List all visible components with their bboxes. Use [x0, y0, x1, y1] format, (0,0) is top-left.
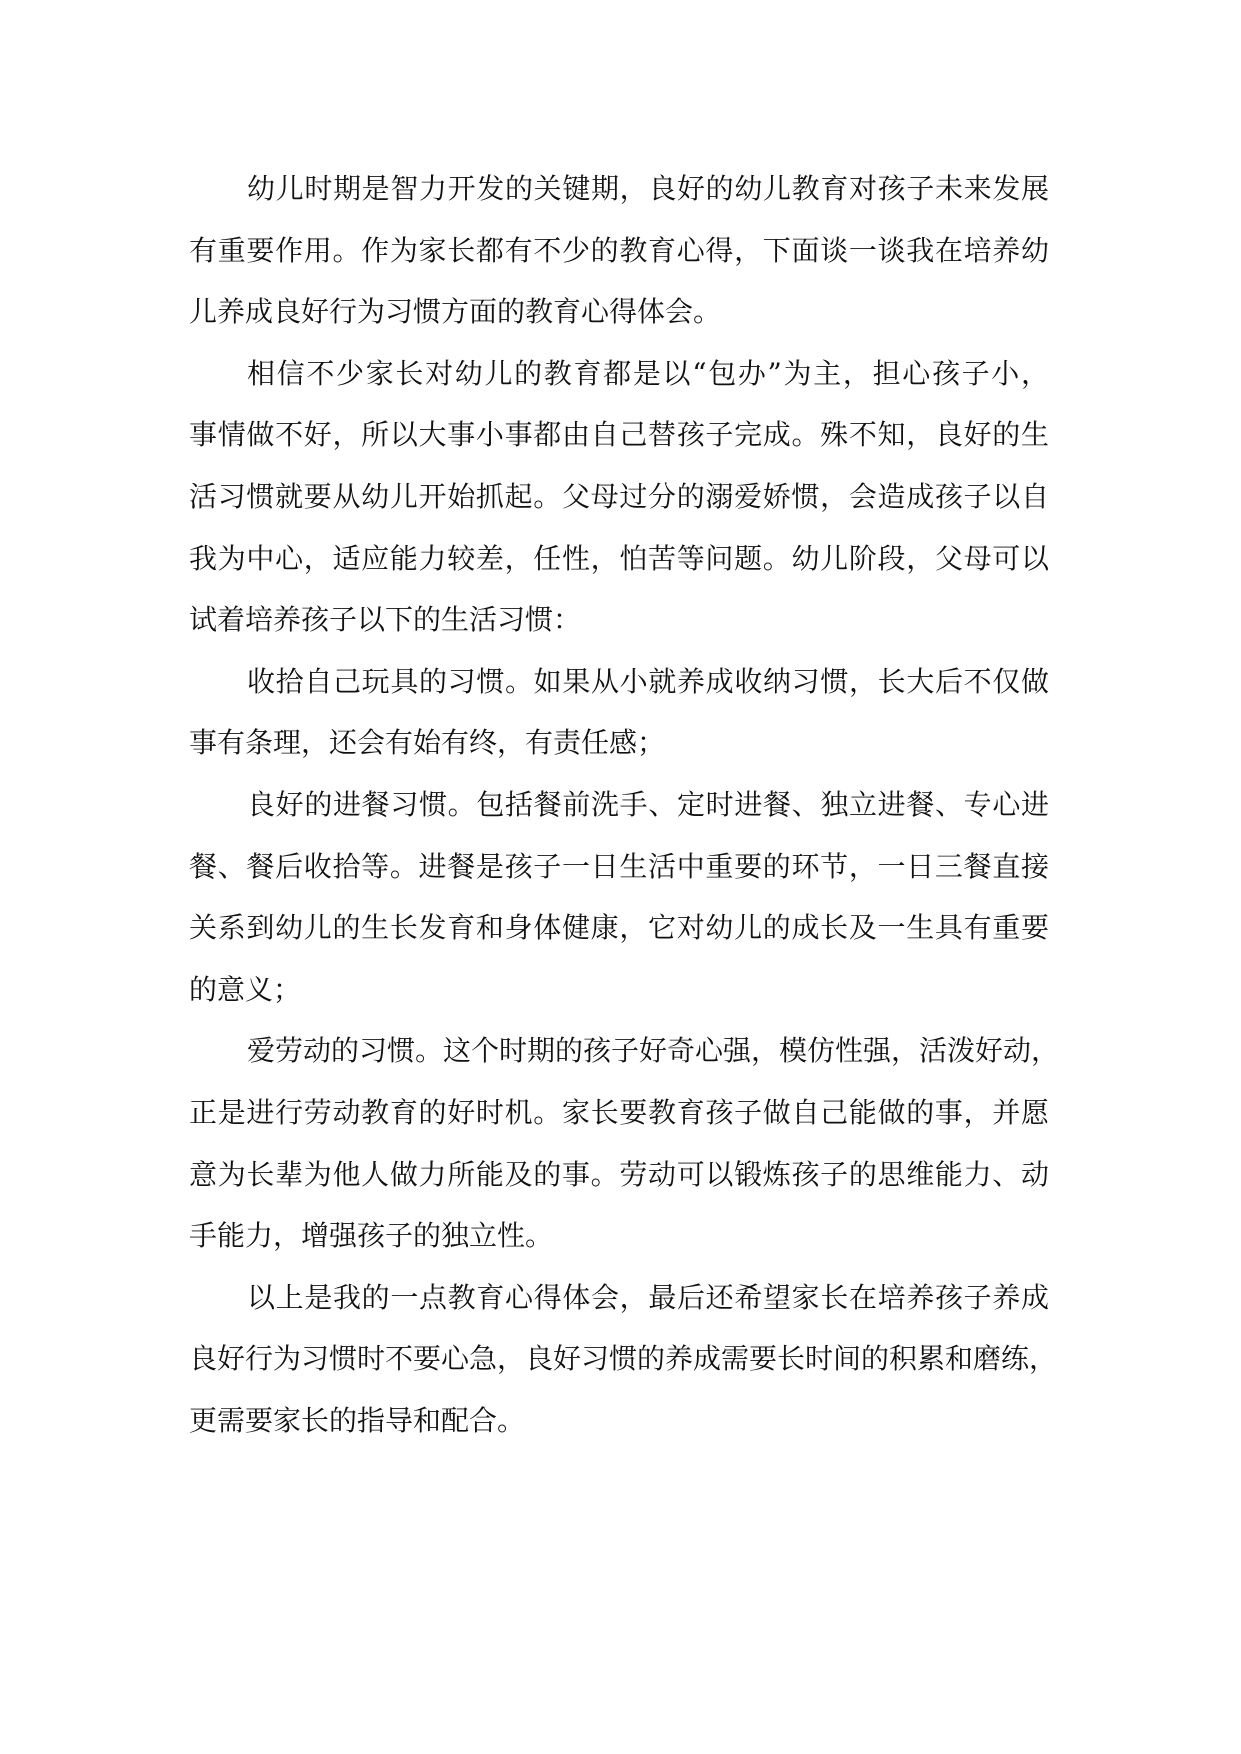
paragraph-3 [189, 651, 1049, 774]
paragraph-line: 的意义； [189, 972, 302, 1006]
paragraph-line: 事有条理，还会有始有终，有责任感； [189, 726, 666, 760]
paragraph-line: 爱劳动的习惯。这个时期的孩子好奇心强，模仿性强，活泼好动， [247, 1034, 1060, 1068]
paragraph-line: 幼儿时期是智力开发的关键期，良好的幼儿教育对孩子未来发展 [247, 172, 1049, 205]
paragraph-line: 有重要作用。作为家长都有不少的教育心得，下面谈一谈我在培养幼 [189, 233, 1049, 267]
paragraph-line: 我为中心，适应能力较差，任性，怕苦等问题。幼儿阶段，父母可以 [189, 541, 1049, 575]
paragraph-line: 良好的进餐习惯。包括餐前洗手、定时进餐、独立进餐、专心进 [247, 787, 1049, 821]
paragraph-line: 意为长辈为他人做力所能及的事。劳动可以锻炼孩子的思维能力、动 [189, 1157, 1049, 1191]
paragraph-line: 儿养成良好行为习惯方面的教育心得体会。 [189, 295, 722, 329]
paragraph-line: 更需要家长的指导和配合。 [189, 1403, 526, 1437]
paragraph-line: 良好行为习惯时不要心急，良好习惯的养成需要长时间的积累和磨练， [189, 1342, 1058, 1376]
paragraph-2 [189, 343, 1049, 651]
paragraph-line: 收拾自己玩具的习惯。如果从小就养成收纳习惯，长大后不仅做 [247, 664, 1049, 698]
paragraph-line: 活习惯就要从幼儿开始抓起。父母过分的溺爱娇惯，会造成孩子以自 [189, 479, 1049, 513]
paragraph-6 [189, 1267, 1058, 1452]
paragraph-line: 手能力，增强孩子的独立性。 [189, 1219, 554, 1253]
paragraph-5 [189, 1020, 1060, 1266]
paragraph-line: 相信不少家长对幼儿的教育都是以“包办”为主，担心孩子小， [247, 356, 1049, 390]
paragraph-line: 试着培养孩子以下的生活习惯： [189, 603, 582, 637]
paragraph-line: 以上是我的一点教育心得体会，最后还希望家长在培养孩子养成 [247, 1280, 1049, 1314]
paragraph-line: 关系到幼儿的生长发育和身体健康，它对幼儿的成长及一生具有重要 [189, 911, 1049, 945]
paragraph-1 [189, 158, 1049, 343]
paragraph-4 [189, 774, 1049, 1020]
paragraph-line: 餐、餐后收拾等。进餐是孩子一日生活中重要的环节，一日三餐直接 [189, 849, 1049, 883]
paragraph-line: 正是进行劳动教育的好时机。家长要教育孩子做自己能做的事，并愿 [189, 1095, 1049, 1129]
paragraph-line: 事情做不好，所以大事小事都由自己替孩子完成。殊不知，良好的生 [189, 418, 1049, 452]
document-body [189, 158, 1060, 1451]
